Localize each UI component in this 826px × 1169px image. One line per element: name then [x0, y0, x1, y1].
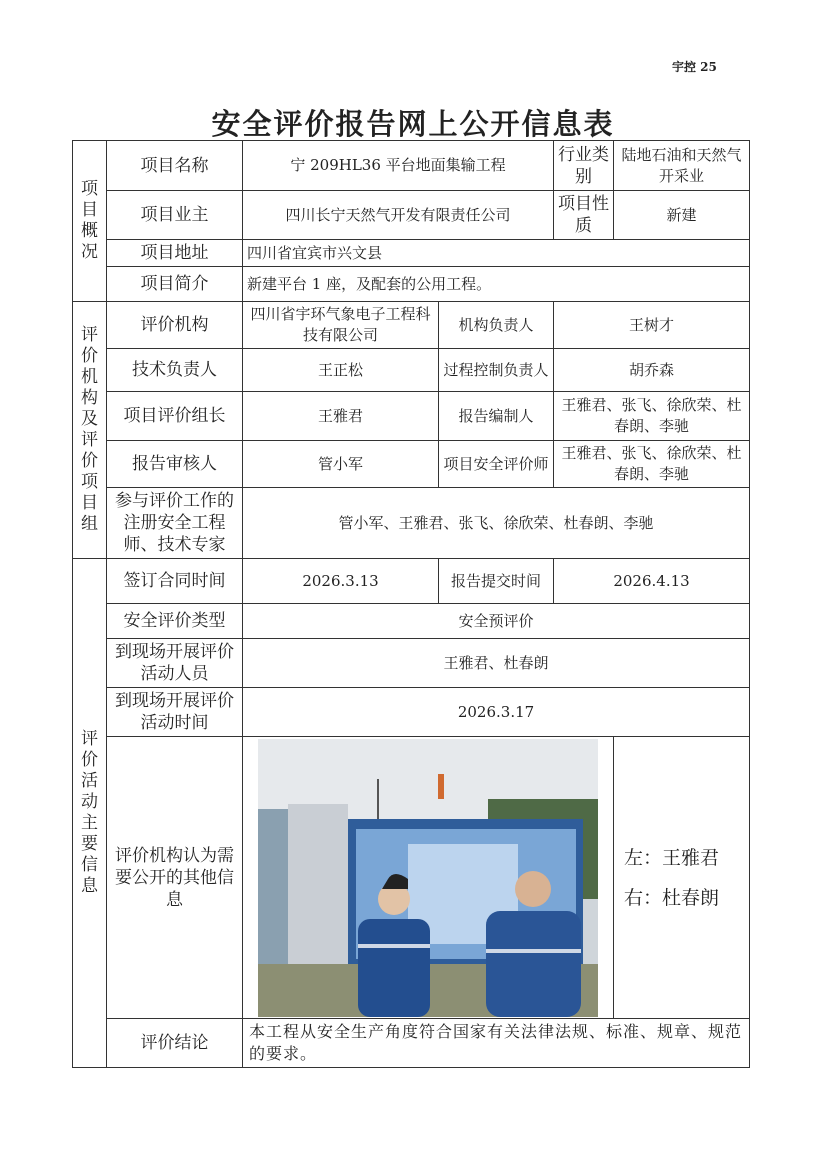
- agency-value: 四川省宇环气象电子工程科技有限公司: [243, 302, 439, 349]
- document-code: 宇控 25: [672, 60, 717, 74]
- industry-value: 陆地石油和天然气开采业: [614, 141, 750, 191]
- project-address-label: 项目地址: [107, 240, 243, 267]
- project-nature-value: 新建: [614, 191, 750, 240]
- tech-lead-label: 技术负责人: [107, 349, 243, 392]
- report-writer-value: 王雅君、张飞、徐欣荣、杜春朗、李驰: [554, 392, 750, 441]
- site-photo: [258, 739, 598, 1017]
- team-leader-label: 项目评价组长: [107, 392, 243, 441]
- project-address-value: 四川省宜宾市兴文县: [243, 240, 750, 267]
- assessment-type-value: 安全预评价: [243, 604, 750, 639]
- conclusion-value: 本工程从安全生产角度符合国家有关法律法规、标准、规章、规范的要求。: [243, 1019, 750, 1068]
- other-info-label: 评价机构认为需要公开的其他信息: [107, 737, 243, 1019]
- onsite-time-label: 到现场开展评价活动时间: [107, 688, 243, 737]
- onsite-staff-value: 王雅君、杜春朗: [243, 639, 750, 688]
- section-org-label: 评价机构及评价项目组: [73, 302, 107, 559]
- project-owner-value: 四川长宁天然气开发有限责任公司: [243, 191, 554, 240]
- process-control-value: 胡乔森: [554, 349, 750, 392]
- onsite-staff-label: 到现场开展评价活动人员: [107, 639, 243, 688]
- submit-date-label: 报告提交时间: [439, 559, 554, 604]
- team-leader-value: 王雅君: [243, 392, 439, 441]
- project-nature-label: 项目性质: [554, 191, 614, 240]
- project-intro-value: 新建平台 1 座，及配套的公用工程。: [243, 267, 750, 302]
- info-table: [72, 140, 750, 1068]
- project-name-value: 宁 209HL36 平台地面集输工程: [243, 141, 554, 191]
- conclusion-label: 评价结论: [107, 1019, 243, 1068]
- agency-label: 评价机构: [107, 302, 243, 349]
- project-owner-label: 项目业主: [107, 191, 243, 240]
- caption-left: 左：王雅君: [624, 846, 720, 869]
- experts-label: 参与评价工作的注册安全工程师、技术专家: [107, 488, 243, 559]
- section-overview-label: 项目概况: [73, 141, 107, 302]
- tech-lead-value: 王正松: [243, 349, 439, 392]
- experts-value: 管小军、王雅君、张飞、徐欣荣、杜春朗、李驰: [243, 488, 750, 559]
- report-writer-label: 报告编制人: [439, 392, 554, 441]
- submit-date-value: 2026.4.13: [554, 559, 750, 604]
- project-name-label: 项目名称: [107, 141, 243, 191]
- project-intro-label: 项目简介: [107, 267, 243, 302]
- photo-caption-cell: [614, 737, 750, 1019]
- industry-label: 行业类别: [554, 141, 614, 191]
- contract-date-value: 2026.3.13: [243, 559, 439, 604]
- agency-head-value: 王树才: [554, 302, 750, 349]
- site-photo-cell: [243, 737, 614, 1019]
- assessment-type-label: 安全评价类型: [107, 604, 243, 639]
- reviewer-label: 报告审核人: [107, 441, 243, 488]
- process-control-label: 过程控制负责人: [439, 349, 554, 392]
- safety-assessor-label: 项目安全评价师: [439, 441, 554, 488]
- safety-assessor-value: 王雅君、张飞、徐欣荣、杜春朗、李驰: [554, 441, 750, 488]
- caption-right: 右：杜春朗: [624, 886, 720, 909]
- page-title: 安全评价报告网上公开信息表: [211, 107, 615, 141]
- reviewer-value: 管小军: [243, 441, 439, 488]
- section-activity-label: 评价活动主要信息: [73, 559, 107, 1068]
- contract-date-label: 签订合同时间: [107, 559, 243, 604]
- onsite-time-value: 2026.3.17: [243, 688, 750, 737]
- agency-head-label: 机构负责人: [439, 302, 554, 349]
